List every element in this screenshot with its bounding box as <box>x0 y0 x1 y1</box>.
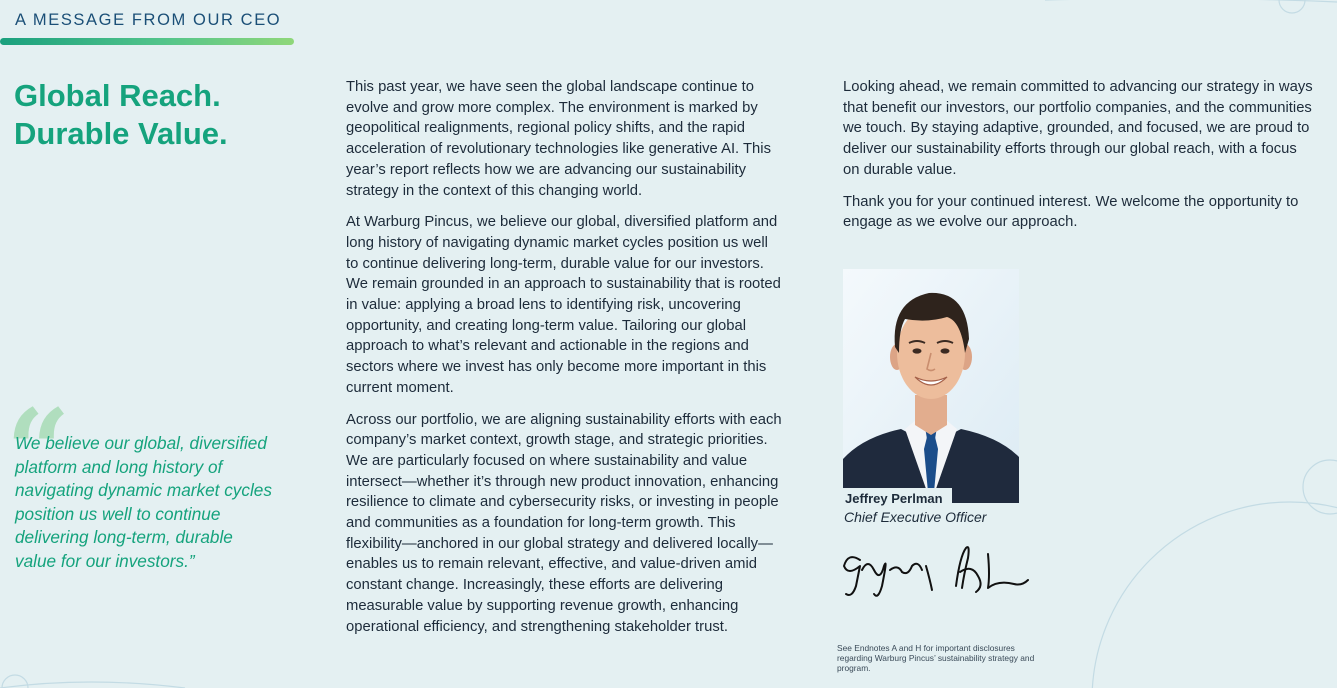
ceo-portrait <box>843 269 1019 503</box>
pull-quote: We believe our global, diversified platform and long history of navigating dynamic market cycles position us well to continue delivering long-term, durable value for our investors.” <box>15 433 272 571</box>
eyebrow-underline <box>0 38 294 45</box>
letter-column-1 <box>346 77 784 648</box>
disclosure-note: See Endnotes A and H for important disclosures regarding Warburg Pincus’ sustainability strategy and program. <box>837 643 1035 673</box>
section-eyebrow: A MESSAGE FROM OUR CEO <box>15 11 282 29</box>
letter-paragraph: This past year, we have seen the global landscape continue to evolve and grow more complex. The environment is marked by geopolitical realignments, regional policy shifts, and the rapid acceleration of revolutionary technologies like generative AI. This year’s report reflects how we are advancing our sustainability strategy in the context of this changing world. <box>346 79 771 199</box>
headline-line-1: Global Reach. <box>14 78 221 113</box>
signatory-name: Jeffrey Perlman <box>843 488 952 510</box>
headline-line-2: Durable Value. <box>14 116 228 151</box>
letter-paragraph: Looking ahead, we remain committed to advancing our strategy in ways that benefit our investors, our portfolio companies, and the communities we touch. By staying adaptive, grounded, and focused, we are proud to deliver our sustainability efforts through our global reach, with a focus on durable value. <box>843 79 1313 178</box>
quote-mark-icon: “ <box>6 386 71 517</box>
page-headline <box>14 77 314 153</box>
signatory-title: Chief Executive Officer <box>844 509 987 525</box>
handwritten-signature <box>838 536 1038 611</box>
letter-column-2 <box>843 77 1313 244</box>
letter-paragraph: At Warburg Pincus, we believe our global, diversified platform and long history of navigating dynamic market cycles position us well to continue delivering long-term, durable value for our investors. We remain grounded in an approach to sustainability that is rooted in value: applying a broad lens to identifying risk, uncovering opportunity, and creating long-term value. Tailoring our global approach to what’s relevant and actionable in the regions and sectors where we invest has only become more important in this current moment. <box>346 214 781 396</box>
letter-paragraph: Across our portfolio, we are aligning sustainability efforts with each company’s market context, growth stage, and strategic priorities. We are particularly focused on where sustainability and value intersect—whether it’s through new product innovation, enhancing resilience to climate and cybersecurity risks, or investing in people and communities as a foundation for long-term growth. This flexibility—anchored in our global strategy and delivered locally—enables us to remain relevant, effective, and value-driven amid constant change. Increasingly, these efforts are delivering measurable value by supporting revenue growth, enhancing operational efficiency, and strengthening stakeholder trust. <box>346 411 782 635</box>
letter-paragraph: Thank you for your continued interest. We welcome the opportunity to engage as we evolve our approach. <box>843 193 1299 231</box>
